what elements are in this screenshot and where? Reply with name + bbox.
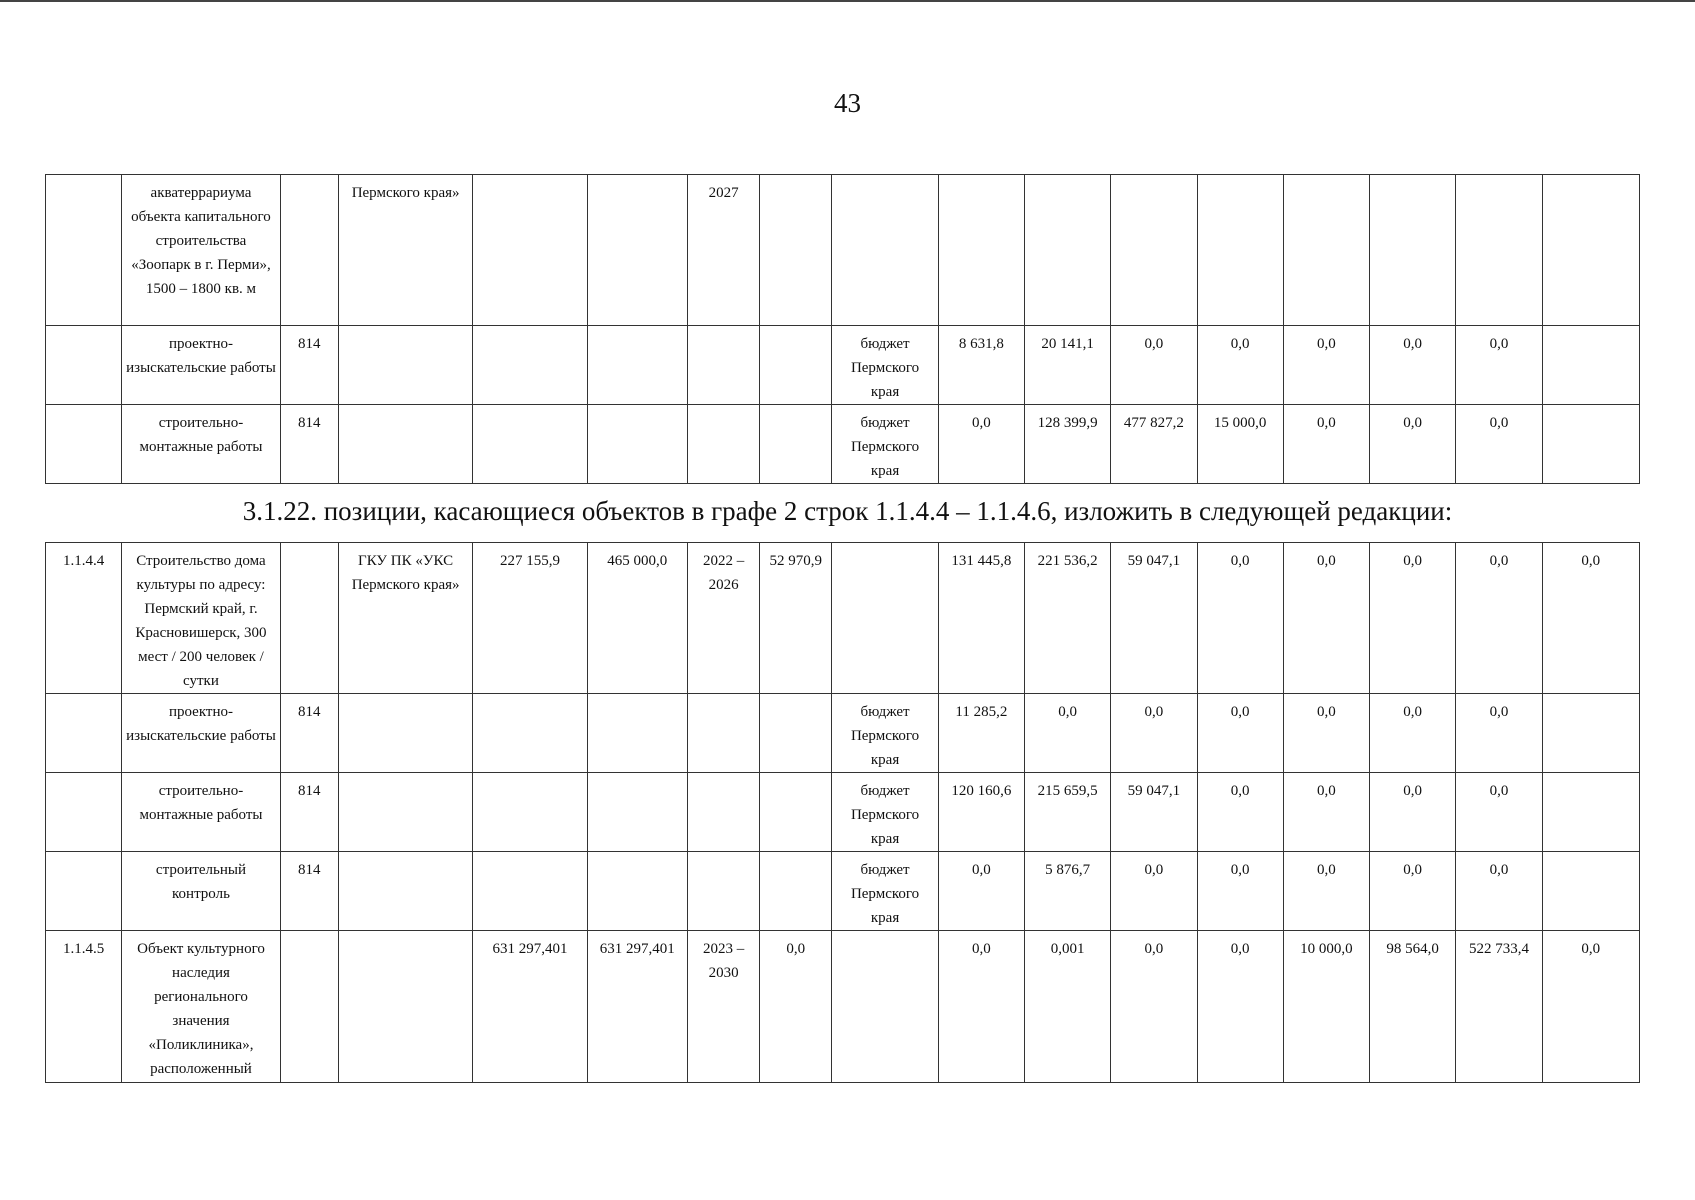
table-row	[46, 405, 1640, 484]
section-heading: 3.1.22. позиции, касающиеся объектов в графе 2 строк 1.1.4.4 – 1.1.4.6, изложить в следующей редакции:	[242, 496, 1453, 526]
table-cell: бюджет Пермского края	[832, 773, 938, 852]
table-cell: 20 141,1	[1024, 326, 1110, 405]
table-cell	[473, 694, 587, 773]
table-cell	[760, 852, 832, 931]
table-cell: 0,0	[1197, 326, 1283, 405]
table-cell: бюджет Пермского края	[832, 694, 938, 773]
table-cell: 0,0	[938, 852, 1024, 931]
table-cell: акватеррариума объекта капитального строительства «Зоопарк в г. Перми», 1500 – 1800 кв. м	[122, 175, 280, 326]
table-cell: 2027	[687, 175, 759, 326]
table-cell	[1542, 852, 1639, 931]
page-number: 43	[834, 88, 861, 118]
table-cell: 477 827,2	[1111, 405, 1197, 484]
table-cell	[46, 326, 122, 405]
table-cell: ГКУ ПК «УКС Пермского края»	[338, 543, 472, 694]
table-row	[46, 931, 1640, 1083]
table-cell: 0,0	[1283, 773, 1369, 852]
table-cell	[473, 405, 587, 484]
table-cell: 11 285,2	[938, 694, 1024, 773]
table-cell: строительно-монтажные работы	[122, 405, 280, 484]
table-cell: 631 297,401	[587, 931, 687, 1083]
table-cell: 0,0	[1456, 852, 1542, 931]
table-cell	[687, 694, 759, 773]
table-cell	[338, 931, 472, 1083]
table-cell: 465 000,0	[587, 543, 687, 694]
table-cell: 1.1.4.5	[46, 931, 122, 1083]
table-cell: 0,0	[1370, 694, 1456, 773]
table-top-body	[46, 175, 1640, 484]
budget-table-objects	[45, 542, 1640, 1083]
table-cell: 0,0	[1370, 405, 1456, 484]
table-cell	[587, 694, 687, 773]
table-cell: 10 000,0	[1283, 931, 1369, 1083]
table-cell: 131 445,8	[938, 543, 1024, 694]
table-cell: 631 297,401	[473, 931, 587, 1083]
table-cell	[338, 694, 472, 773]
table-cell	[46, 852, 122, 931]
table-cell: 0,0	[1456, 326, 1542, 405]
table-cell	[587, 405, 687, 484]
table-cell	[338, 405, 472, 484]
table-cell: 814	[280, 326, 338, 405]
table-cell: 0,0	[1456, 773, 1542, 852]
table-cell	[687, 852, 759, 931]
table-cell	[587, 852, 687, 931]
table-cell	[1542, 175, 1639, 326]
table-row	[46, 694, 1640, 773]
table-cell: 0,0	[1283, 326, 1369, 405]
table-cell	[338, 326, 472, 405]
table-cell	[473, 773, 587, 852]
table-cell: 227 155,9	[473, 543, 587, 694]
table-cell	[587, 773, 687, 852]
table-cell: 2022 – 2026	[687, 543, 759, 694]
table-cell	[473, 175, 587, 326]
table-cell: 59 047,1	[1111, 773, 1197, 852]
table-cell	[1283, 175, 1369, 326]
table-cell: 0,0	[1456, 694, 1542, 773]
table-cell	[1111, 175, 1197, 326]
table-cell: 98 564,0	[1370, 931, 1456, 1083]
table-row	[46, 543, 1640, 694]
table-cell: 0,0	[1283, 543, 1369, 694]
table-cell: 221 536,2	[1024, 543, 1110, 694]
table-cell	[280, 543, 338, 694]
table-cell	[832, 175, 938, 326]
table-cell: 814	[280, 405, 338, 484]
table-cell: 0,0	[760, 931, 832, 1083]
table-cell: 0,0	[1197, 852, 1283, 931]
table-cell	[938, 175, 1024, 326]
table-cell: 15 000,0	[1197, 405, 1283, 484]
table-cell: 59 047,1	[1111, 543, 1197, 694]
table-cell: проектно-изыскательские работы	[122, 694, 280, 773]
table-cell: строительный контроль	[122, 852, 280, 931]
table-cell: 0,0	[1111, 931, 1197, 1083]
top-border-line	[0, 0, 1695, 2]
table-row	[46, 175, 1640, 326]
table-cell: 52 970,9	[760, 543, 832, 694]
table-cell	[46, 694, 122, 773]
table-cell: 814	[280, 773, 338, 852]
table-cell	[280, 175, 338, 326]
table-cell: 1.1.4.4	[46, 543, 122, 694]
table-cell	[1542, 694, 1639, 773]
table-cell: 0,0	[1456, 543, 1542, 694]
table-cell: 814	[280, 852, 338, 931]
budget-table-continuation	[45, 174, 1640, 484]
table-cell: 0,0	[1370, 773, 1456, 852]
table-cell: 0,0	[1111, 326, 1197, 405]
table-cell	[338, 852, 472, 931]
table-cell: бюджет Пермского края	[832, 852, 938, 931]
table-cell: 0,0	[1456, 405, 1542, 484]
table-cell	[687, 326, 759, 405]
table-cell	[760, 694, 832, 773]
table-cell: 0,0	[1111, 852, 1197, 931]
table-cell: бюджет Пермского края	[832, 405, 938, 484]
table-cell: Пермского края»	[338, 175, 472, 326]
table-cell	[687, 773, 759, 852]
table-cell	[338, 773, 472, 852]
table-cell: 0,0	[1283, 694, 1369, 773]
table-cell	[1197, 175, 1283, 326]
table-cell: 0,0	[1197, 543, 1283, 694]
table-cell: строительно-монтажные работы	[122, 773, 280, 852]
table-cell	[46, 773, 122, 852]
table-cell	[587, 326, 687, 405]
table-cell: бюджет Пермского края	[832, 326, 938, 405]
table-cell: 2023 – 2030	[687, 931, 759, 1083]
table-cell: 0,0	[1370, 852, 1456, 931]
table-cell	[832, 931, 938, 1083]
table-cell: Объект культурного наследия регионального значения «Поликлиника», расположенный	[122, 931, 280, 1083]
table-row	[46, 773, 1640, 852]
table-cell: 5 876,7	[1024, 852, 1110, 931]
table-cell	[473, 326, 587, 405]
table-cell: 0,0	[938, 931, 1024, 1083]
table-cell	[280, 931, 338, 1083]
table-bottom-body	[46, 543, 1640, 1083]
table-row	[46, 852, 1640, 931]
table-cell: 0,0	[1283, 405, 1369, 484]
table-cell: 814	[280, 694, 338, 773]
table-cell	[473, 852, 587, 931]
table-cell: 0,0	[1283, 852, 1369, 931]
table-cell: 8 631,8	[938, 326, 1024, 405]
table-cell	[760, 326, 832, 405]
table-cell	[1456, 175, 1542, 326]
table-cell: 0,0	[1370, 326, 1456, 405]
table-cell	[1024, 175, 1110, 326]
table-cell	[760, 405, 832, 484]
table-cell: 0,0	[1542, 931, 1639, 1083]
table-cell: 0,0	[1542, 543, 1639, 694]
table-cell	[760, 175, 832, 326]
table-cell	[760, 773, 832, 852]
table-cell	[1542, 405, 1639, 484]
table-cell	[1542, 326, 1639, 405]
table-cell: 0,0	[1024, 694, 1110, 773]
table-cell: 120 160,6	[938, 773, 1024, 852]
table-cell: 0,0	[1197, 694, 1283, 773]
table-cell: 0,0	[1370, 543, 1456, 694]
table-cell: 0,0	[1197, 773, 1283, 852]
table-cell: Строительство дома культуры по адресу: Пермский край, г. Красновишерск, 300 мест / 200 человек / сутки	[122, 543, 280, 694]
table-cell: 0,001	[1024, 931, 1110, 1083]
table-cell: 128 399,9	[1024, 405, 1110, 484]
table-cell: 0,0	[1197, 931, 1283, 1083]
table-row	[46, 326, 1640, 405]
table-cell: 215 659,5	[1024, 773, 1110, 852]
table-cell: 522 733,4	[1456, 931, 1542, 1083]
table-cell: 0,0	[938, 405, 1024, 484]
table-cell	[1542, 773, 1639, 852]
table-cell	[46, 175, 122, 326]
table-cell	[587, 175, 687, 326]
table-cell	[46, 405, 122, 484]
table-cell: 0,0	[1111, 694, 1197, 773]
table-cell	[1370, 175, 1456, 326]
table-cell: проектно-изыскательские работы	[122, 326, 280, 405]
table-cell	[687, 405, 759, 484]
table-cell	[832, 543, 938, 694]
